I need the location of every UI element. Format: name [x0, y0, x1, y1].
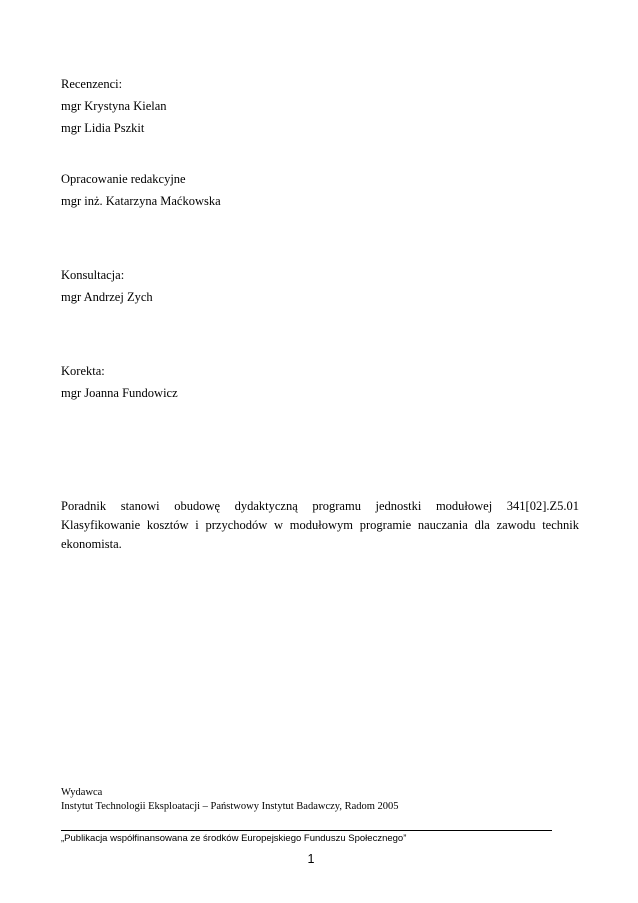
consultation-section	[61, 264, 153, 308]
page-number: 1	[307, 852, 315, 866]
editorial-heading: Opracowanie redakcyjne	[61, 172, 186, 186]
editor-name: mgr inż. Katarzyna Maćkowska	[61, 194, 221, 208]
proofreader-name: mgr Joanna Fundowicz	[61, 386, 178, 400]
footer-divider	[61, 830, 552, 831]
reviewer-name: mgr Krystyna Kielan	[61, 99, 167, 113]
reviewers-heading: Recenzenci:	[61, 77, 123, 91]
consultant-name: mgr Andrzej Zych	[61, 290, 153, 304]
description-paragraph	[61, 497, 579, 554]
editorial-section	[61, 168, 221, 212]
publisher-section	[61, 786, 399, 814]
reviewers-section	[61, 73, 167, 139]
publisher-text: Instytut Technologii Eksploatacji – Państwowy Instytut Badawczy, Radom 2005	[61, 801, 399, 812]
publisher-heading: Wydawca	[61, 787, 103, 798]
description-text: Poradnik stanowi obudowę dydaktyczną programu jednostki modułowej 341[02].Z5.01 Klasyfikowanie kosztów i przychodów w modułowym programie nauczania dla zawodu technik ekonomista.	[61, 499, 579, 551]
reviewer-name: mgr Lidia Pszkit	[61, 121, 145, 135]
proofreading-heading: Korekta:	[61, 364, 105, 378]
consultation-heading: Konsultacja:	[61, 268, 125, 282]
proofreading-section	[61, 360, 178, 404]
funding-note: „Publikacja współfinansowana ze środków Europejskiego Funduszu Społecznego”	[61, 833, 407, 844]
